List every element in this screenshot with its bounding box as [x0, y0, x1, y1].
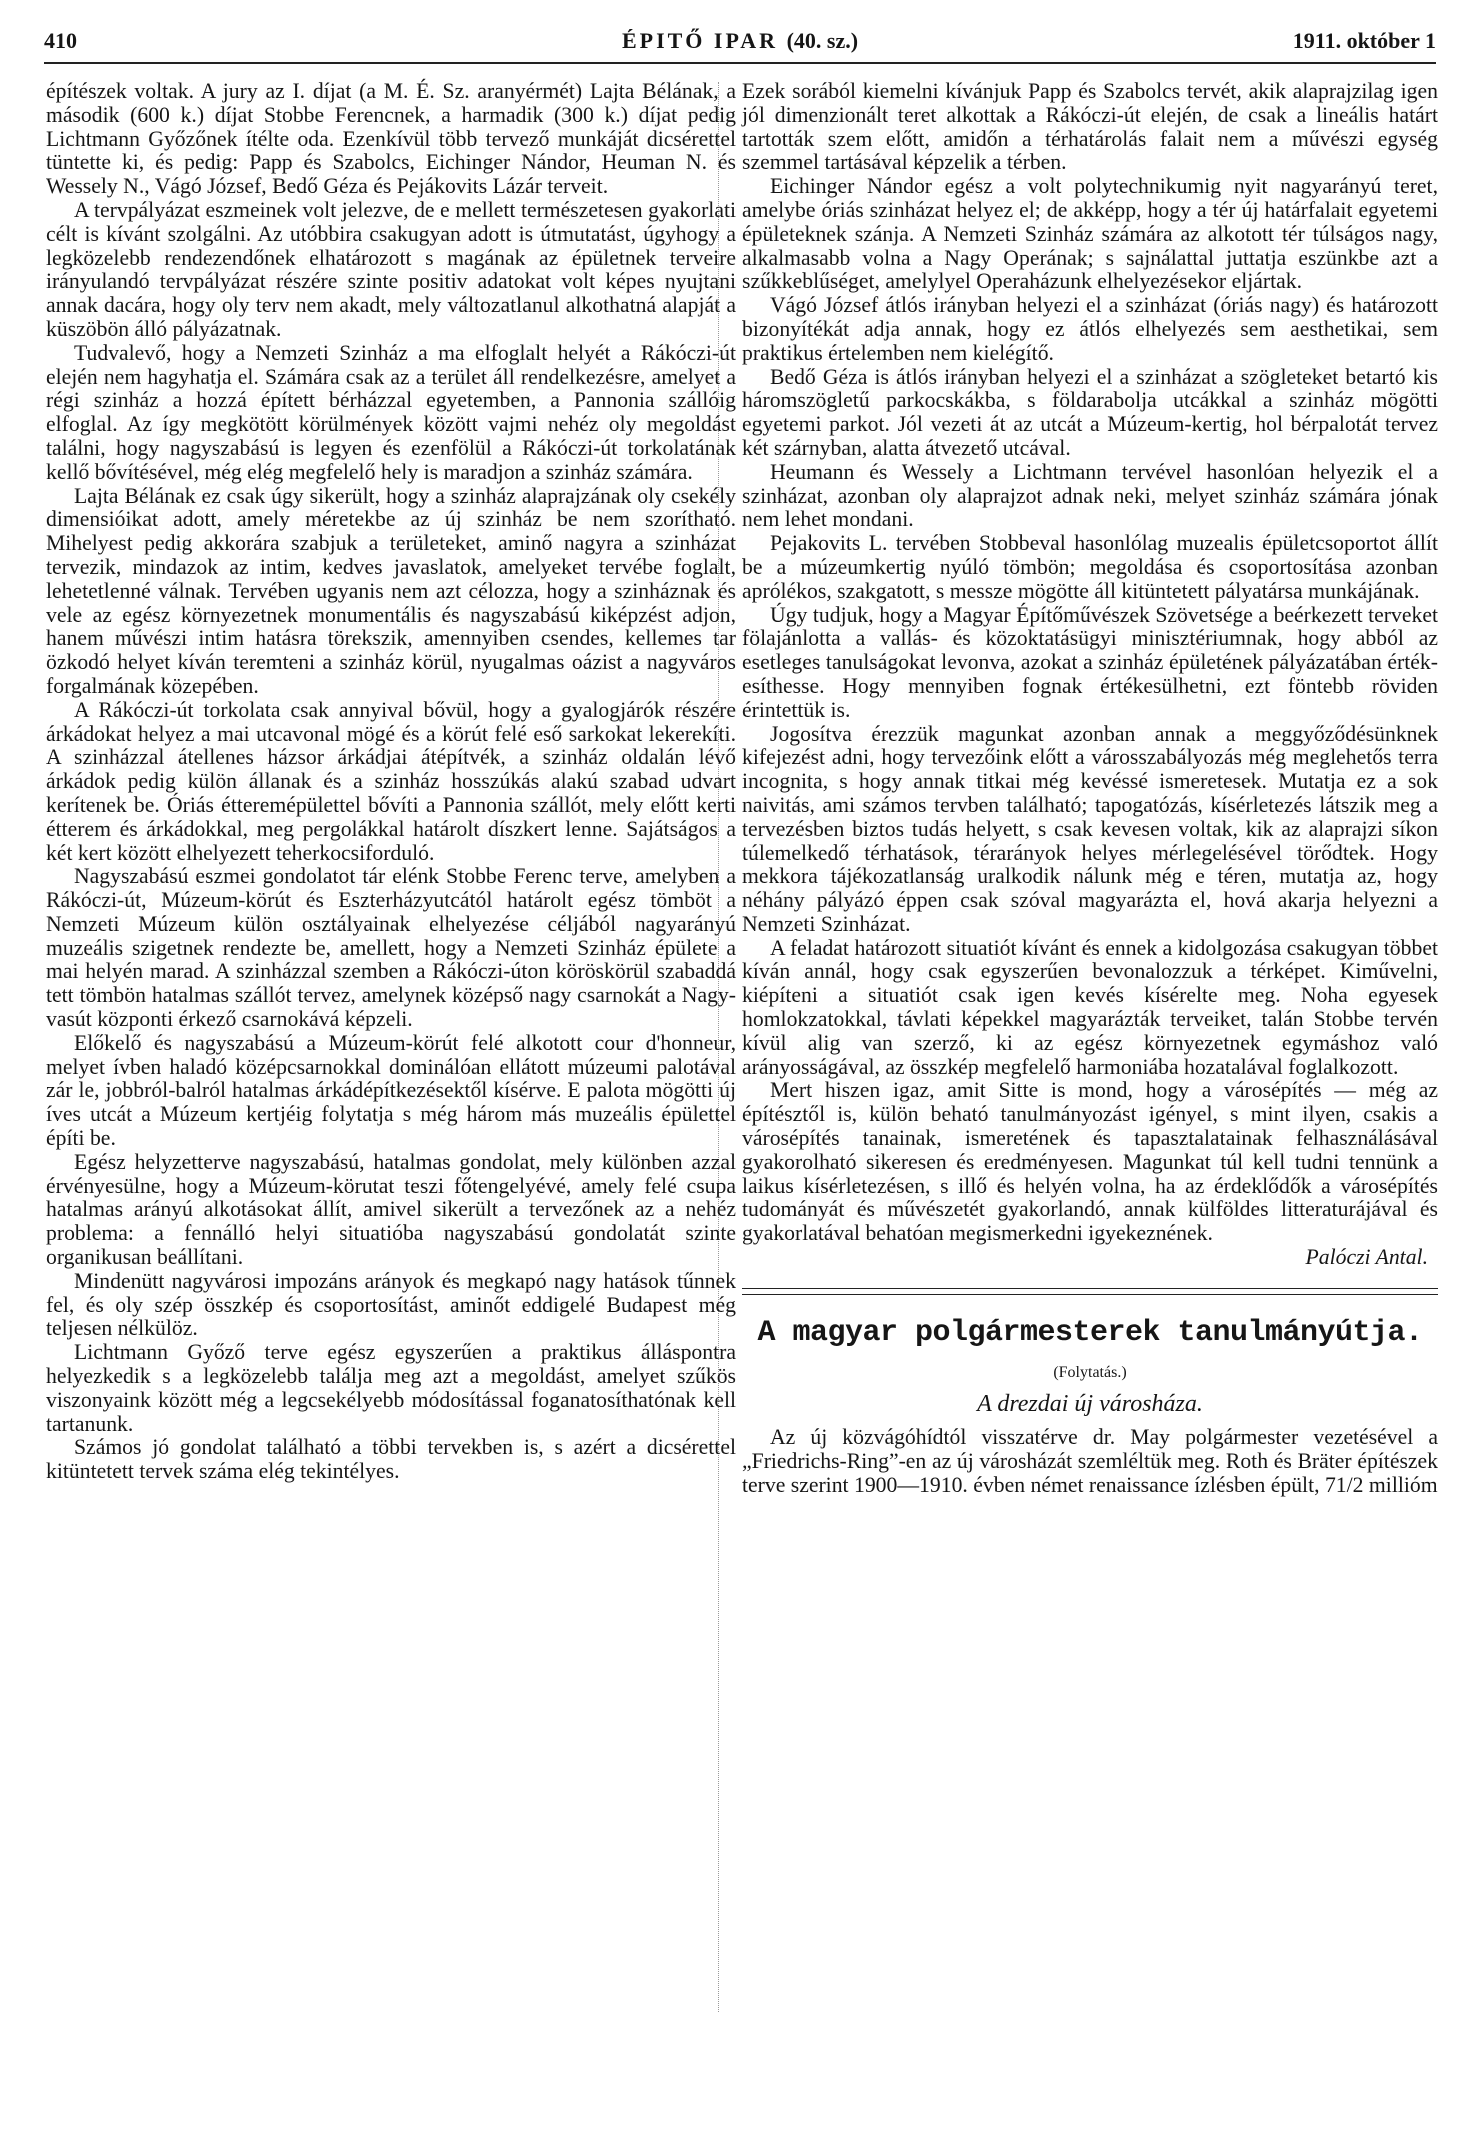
paragraph: Az új közvágóhídtól visszatérve dr. May polgármester vezetésével a „Friedrichs-Ring”-en az új városházát szemléltük meg. Roth és Bräter építészek terve szerint 1900—1910. évben német renaissance ízlésben épült, 71/2 millióm	[742, 1425, 1438, 1498]
journal-name: ÉPITŐ IPAR	[621, 28, 779, 53]
paragraph: Eichinger Nándor egész a volt polytechnikumig nyit nagyarányú teret, amelybe óriás szinházat helyez el; de akképp, hogy a tér új határfalait egyetemi épületeknek szánja. A Nemzeti Szinház számára az alkotott tér túlságos nagy, alkalmasabb volna a Nagy Operának; s sajnálattal juttatja eszünkbe azt a szűkkeblűséget, amelylyel Operaházunk elhelyezésekor eljártak.	[742, 174, 1438, 294]
page-header	[44, 22, 1436, 62]
paragraph: Egész helyzetterve nagyszabású, hatalmas gondolat, mely különben azzal érvényesülne, hogy a Múzeum-körutat teszi főtengelyévé, amely felé csupa hatalmas arányú alkotásokat állít, amivel sikerült a tervezőnek az a nehéz problema: a fennálló helyi situatióba nagyszabású gondolatát szinte organikusan beállítani.	[46, 1149, 736, 1270]
paragraph: Úgy tudjuk, hogy a Magyar Építőművészek Szövetsége a beérkezett terveket fölajánlotta a vallás- és közoktatásügyi minisztériumnak, hogy abból az esetleges tanulságokat levonva, azokat a szinház épületének pályázatában értékesíthesse. Hogy mennyiben fognak értékesülhetni, ezt föntebb röviden érintettük is.	[742, 602, 1438, 722]
paragraph: Lajta Bélának ez csak úgy sikerült, hogy a szinház alaprajzának oly csekély dimensióikat adott, amely méretekbe az új szinház be nem szorítható. Mihelyest pedig akkorára szabjuk a területeket, aminő nagyra a szinházat tervezik, mindazok az intim, kedves javaslatok, amelyeket tervébe foglalt, lehetetlenné válnak. Tervében ugyanis nem azt célozza, hogy a szinháznak és vele az egész környezetnek monumentális és nagyszabású kiképzést adjon, hanem művészi intim hatásra törekszik, amennyiben csendes, kellemes tar özkodó helyet kíván teremteni a szinház körül, nyugalmas oázist a nagyváros forgalmának közepében.	[46, 483, 736, 698]
paragraph: Lichtmann Győző terve egész egyszerűen a praktikus álláspontra helyezkedik s a legközelebb találja meg azt a megoldást, amelyet szűkös viszonyaink között még a legcsekélyebb módosítással foganatosíthatónak kell tartanunk.	[46, 1340, 736, 1436]
paragraph: A tervpályázat eszmeinek volt jelezve, de e mellett természetesen gyakorlati célt is kívánt szolgálni. Az utóbbira csakugyan adott is útmutatást, úgyhogy a legközelebb rendezendőnek elhatározott s magának az épületnek terveire irányulandó tervpályázat részére szinte positiv adatokat volt képes nyujtani annak dacára, hogy oly terv nem akadt, mely változatlanul alkothatná alapját a küszöbön álló pályázatnak.	[46, 197, 736, 341]
paragraph: építészek voltak. A jury az I. díjat (a M. É. Sz. aranyérmét) Lajta Bélának, a második (600 k.) díjat Stobbe Ferencnek, a harmadik (300 k.) díjat pedig Lichtmann Győzőnek ítélte oda. Ezenkívül több tervező munkáját dicsérettel tüntette ki, és pedig: Papp és Szabolcs, Eichinger Nándor, Heuman N. és Wessely N., Vágó József, Bedő Géza és Pejákovits Lázár terveit.	[46, 79, 736, 199]
paragraph: Bedő Géza is átlós irányban helyezi el a szinházat a szögleteket betartó kis háromszögletű parkocskákba, s földarabolja utcákkal a szinház mögötti egyetemi parkot. Jól vezeti át az utcát a Múzeum-kertig, hol bérpalotát tervez két szárnyban, alatta átvezető utcával.	[742, 364, 1438, 460]
paragraph: Pejakovits L. tervében Stobbeval hasonlólag muzealis épületcsoportot állít be a múzeumkertig nyúló tömbön; megoldása és csoportosítása azonban aprólékos, szakgatott, s messze mögötte áll kitüntetett pályatársa munkájának.	[742, 531, 1438, 603]
page-number: 410	[44, 28, 77, 53]
paragraph: Mindenütt nagyvárosi impozáns arányok és megkapó nagy hatások tűnnek fel, és oly szép összkép és csoportosítást, aminőt eddigelé Budapest még teljesen nélkülöz.	[46, 1268, 736, 1341]
paragraph: Heumann és Wessely a Lichtmann tervével hasonlóan helyezik el a szinházat, azonban oly alaprajzot adnak neki, melyet szinház számára jónak nem lehet mondani.	[742, 459, 1438, 532]
paragraph: Tudvalevő, hogy a Nemzeti Szinház a ma elfoglalt helyét a Rákóczi-út elején nem hagyhatja el. Számára csak az a terület áll rendelkezésre, amelyet a régi szinház a hozzá épített bérházzal egyetemben, a Pannonia szállóig elfoglal. Az így megkötött körülmények között vajmi nehéz oly megoldást találni, hogy nagyszabású is legyen és ezenfölül a Rákóczi-út torkolatának kellő bővítésével, még elég megfelelő hely is maradjon a szinház számára.	[46, 340, 736, 484]
article-separator	[742, 1288, 1438, 1295]
paragraph: Ezek sorából kiemelni kívánjuk Papp és Szabolcs tervét, akik alaprajzilag igen jól dimenzionált teret alkottak a Rákóczi-út elején, de csak a lineális határt tartották szem előtt, amidőn a térhatárolás falait nem a művészi egység szemmel tartásával képzelik a térben.	[742, 79, 1438, 175]
paragraph: Jogosítva érezzük magunkat azonban annak a meggyőződésünknek kifejezést adni, hogy tervezőink előtt a városszabályozás még meglehetős terra incognita, s hogy annak titkai még kevéssé ismeretesek. Mutatja ez a sok naivitás, ami számos tervben található; tapogatózás, kísérletezés látszik meg a tervezésben biztos tudás helyett, s csak kevesen voltak, kik az alaprajzi síkon túlemelkedő térhatások, térarányok helyes mérlegelésével törődtek. Hogy mekkora tájékozatlanság uralkodik nálunk még e téren, mutatja az, hogy néhány pályázó éppen csak szóval magyarázta el, hová akarja helyezni a Nemzeti Szinházat.	[742, 721, 1438, 936]
paragraph: Nagyszabású eszmei gondolatot tár elénk Stobbe Ferenc terve, amelyben a Rákóczi-út, Múzeum-körút és Eszterházyutcától határolt egész tömböt a Nemzeti Múzeum külön osztályainak elhelyezése céljából nagyarányú muzeális szigetnek rendezte be, amellett, hogy a Nemzeti Szinház épülete a mai helyén marad. A szinházzal szemben a Rákóczi-úton köröskörül szabaddá tett tömbön hatalmas szállót tervez, amelynek középső nagy csarnokát a Nagyvasút központi érkező csarnokává képzeli.	[46, 864, 736, 1032]
issue-number: (40. sz.)	[786, 28, 859, 53]
paragraph: Számos jó gondolat található a többi tervekben is, s azért a dicsérettel kitüntetett tervek száma elég tekintélyes.	[46, 1435, 736, 1484]
paragraph: A Rákóczi-út torkolata csak annyival bővül, hogy a gyalogjárók részére árkádokat helyez a mai utcavonal mögé és a körút felé eső sarkokat lekerekíti. A szinházzal átellenes házsor árkádjai átépítvék, a szinház oldalán lévő árkádok pedig külön állanak és a szinház hosszúkás alakú szabad udvart kerítenek be. Óriás étteremépülettel bővíti a Pannonia szállót, mely előtt kerti étterem és árkádokkal, meg pergolákkal határolt díszkert lenne. Sajátságos a két kert között elhelyezett teherkocsiforduló.	[46, 697, 736, 865]
paragraph: Mert hiszen igaz, amit Sitte is mond, hogy a városépítés — még az építésztől is, külön beható tanulmányozást igényel, s mint ilyen, csakis a városépítés tanainak, ismeretének és tapasztalatainak felhasználásával gyakorolható sikeresen és eredményesen. Magunkat túl kell tudni tennünk a laikus kísérletezésen, s illő és helyén volna, ha az érdeklődők a városépítés tudományát és művészetét gyakorlandó, annak külföldes litteraturájával és gyakorlatával behatóan megismerkedni igyekeznének.	[742, 1078, 1438, 1246]
paragraph: Előkelő és nagyszabású a Múzeum-körút felé alkotott cour d'honneur, melyet ívben haladó középcsarnokkal dominálóan ellátott múzeumi palotával zár le, jobbról-balról hatalmas árkádépítkezésektől kísérve. E palota mögötti új íves utcát a Múzeum kertjéig folytatja s még három más muzeális épülettel építi be.	[46, 1030, 736, 1151]
article-subtitle: A drezdai új városháza.	[977, 1390, 1203, 1417]
right-column	[742, 80, 1438, 1498]
article-title: A magyar polgármesterek tanulmányútja.	[757, 1315, 1423, 1350]
header-rule	[44, 62, 1436, 64]
left-column	[46, 80, 736, 1484]
author-signature: Palóczi Antal.	[1305, 1245, 1428, 1270]
issue-date: 1911. október 1	[1292, 28, 1436, 53]
continued-note: (Folytatás.)	[1053, 1363, 1127, 1381]
paragraph: Vágó József átlós irányban helyezi el a szinházat (óriás nagy) és határozott bizonyítékát adja annak, hogy ez átlós elhelyezés sem aesthetikai, sem praktikus értelemben nem kielégítő.	[742, 293, 1438, 365]
paragraph: A feladat határozott situatiót kívánt és ennek a kidolgozása csakugyan többet kíván annál, hogy csak egyszerűen bevonalozzuk a térképet. Kiművelni, kiépíteni a situatiót csak igen kevés kísérelte meg. Noha egyesek homlokzatokkal, távlati képekkel magyarázták terveiket, talán Stobbe tervén kívül alig van szerző, ki az egész környezetnek egymáshoz való arányosságával, az összkép megfelelő harmoniába hozatalával foglalkozott.	[742, 935, 1438, 1079]
journal-title	[44, 28, 1436, 54]
